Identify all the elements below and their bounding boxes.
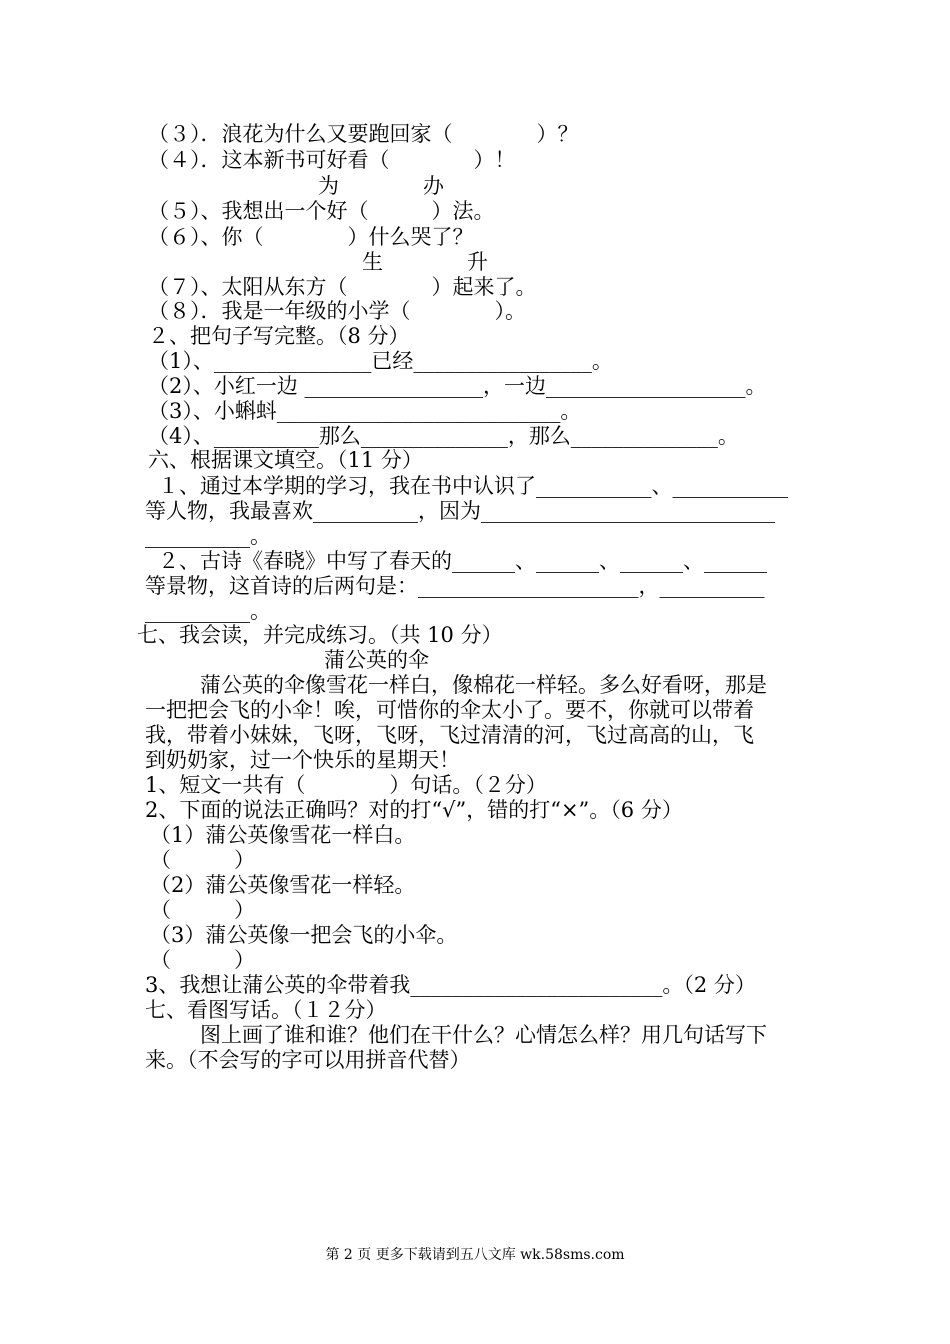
sentence-1: （1）、_______________已经_________________。 (148, 349, 613, 373)
sentence-2: （2）、小红一边 _________________，一边___________________。 (148, 374, 767, 398)
statement-2: （2）蒲公英像雪花一样轻。 (150, 873, 416, 897)
reading-question-3: 3、我想让蒲公英的伞带着我________________________。（2 分） (145, 973, 756, 997)
sentence-4: （4）、__________那么______________，那么______________。 (148, 424, 739, 448)
word-choice-sheng: 生 升 (362, 250, 488, 274)
section-complete-sentences-heading: ２、把句子写完整。（8 分） (148, 324, 410, 348)
section-picture-writing-heading: 七、看图写话。（１２分） (145, 998, 387, 1022)
fill-1-line-2: 等人物，我最喜欢__________，因为____________________________ (145, 499, 775, 523)
picture-writing-line-2: 来。（不会写的字可以用拼音代替） (145, 1048, 471, 1072)
word-choice-wei-ban: 为 办 (318, 174, 444, 198)
fill-1-line-3: __________。 (145, 524, 271, 548)
picture-writing-line-1: 图上画了谁和谁？他们在干什么？心情怎么样？用几句话写下 (200, 1023, 767, 1047)
fill-2-line-3: __________。 (145, 599, 271, 623)
question-3: （３）．浪花为什么又要跑回家（ ）？ (148, 122, 579, 146)
passage-line-4: 到奶奶家，过一个快乐的星期天！ (145, 748, 460, 772)
fill-1-line-1: １、通过本学期的学习，我在书中认识了___________、___________ (158, 474, 788, 498)
fill-2-line-2: 等景物，这首诗的后两句是：_____________________，__________ (145, 574, 765, 598)
sentence-3: （3）、小蝌蚪___________________________。 (148, 399, 582, 423)
section-seven-reading-heading: 七、我会读，并完成练习。（共 10 分） (137, 623, 503, 647)
passage-line-2: 一把把会飞的小伞！唉，可惜你的伞太小了。要不，你就可以带着 (145, 698, 754, 722)
question-5: （５）、我想出一个好（ ）法。 (148, 199, 495, 223)
section-six-heading: 六、根据课文填空。（11 分） (148, 448, 423, 472)
statement-1: （1）蒲公英像雪花一样白。 (150, 823, 416, 847)
statement-3: （3）蒲公英像一把会飞的小伞。 (150, 923, 458, 947)
question-7: （７）、太阳从东方（ ）起来了。 (148, 275, 537, 299)
question-6: （６）、你（ ）什么哭了？ (148, 225, 474, 249)
reading-question-1: 1、短文一共有（ ）句话。（２分） (145, 773, 547, 797)
page-footer: 第 2 页 更多下载请到五八文库 wk.58sms.com (325, 1247, 625, 1263)
fill-2-line-1: ２、古诗《春晓》中写了春天的______、______、______、______ (158, 549, 767, 573)
passage-line-3: 我，带着小妹妹，飞呀，飞呀，飞过清清的河，飞过高高的山，飞 (145, 723, 754, 747)
answer-box-1: （ ） (150, 848, 255, 872)
reading-question-2: 2、下面的说法正确吗？对的打“√”，错的打“×”。（6 分） (145, 798, 683, 822)
answer-box-3: （ ） (150, 948, 255, 972)
question-8: （８）．我是一年级的小学（ ）。 (148, 299, 526, 323)
question-4: （４）．这本新书可好看（ ）！ (148, 148, 516, 172)
answer-box-2: （ ） (150, 898, 255, 922)
passage-line-1: 蒲公英的伞像雪花一样白，像棉花一样轻。多么好看呀，那是 (200, 673, 767, 697)
passage-title: 蒲公英的伞 (324, 648, 429, 672)
